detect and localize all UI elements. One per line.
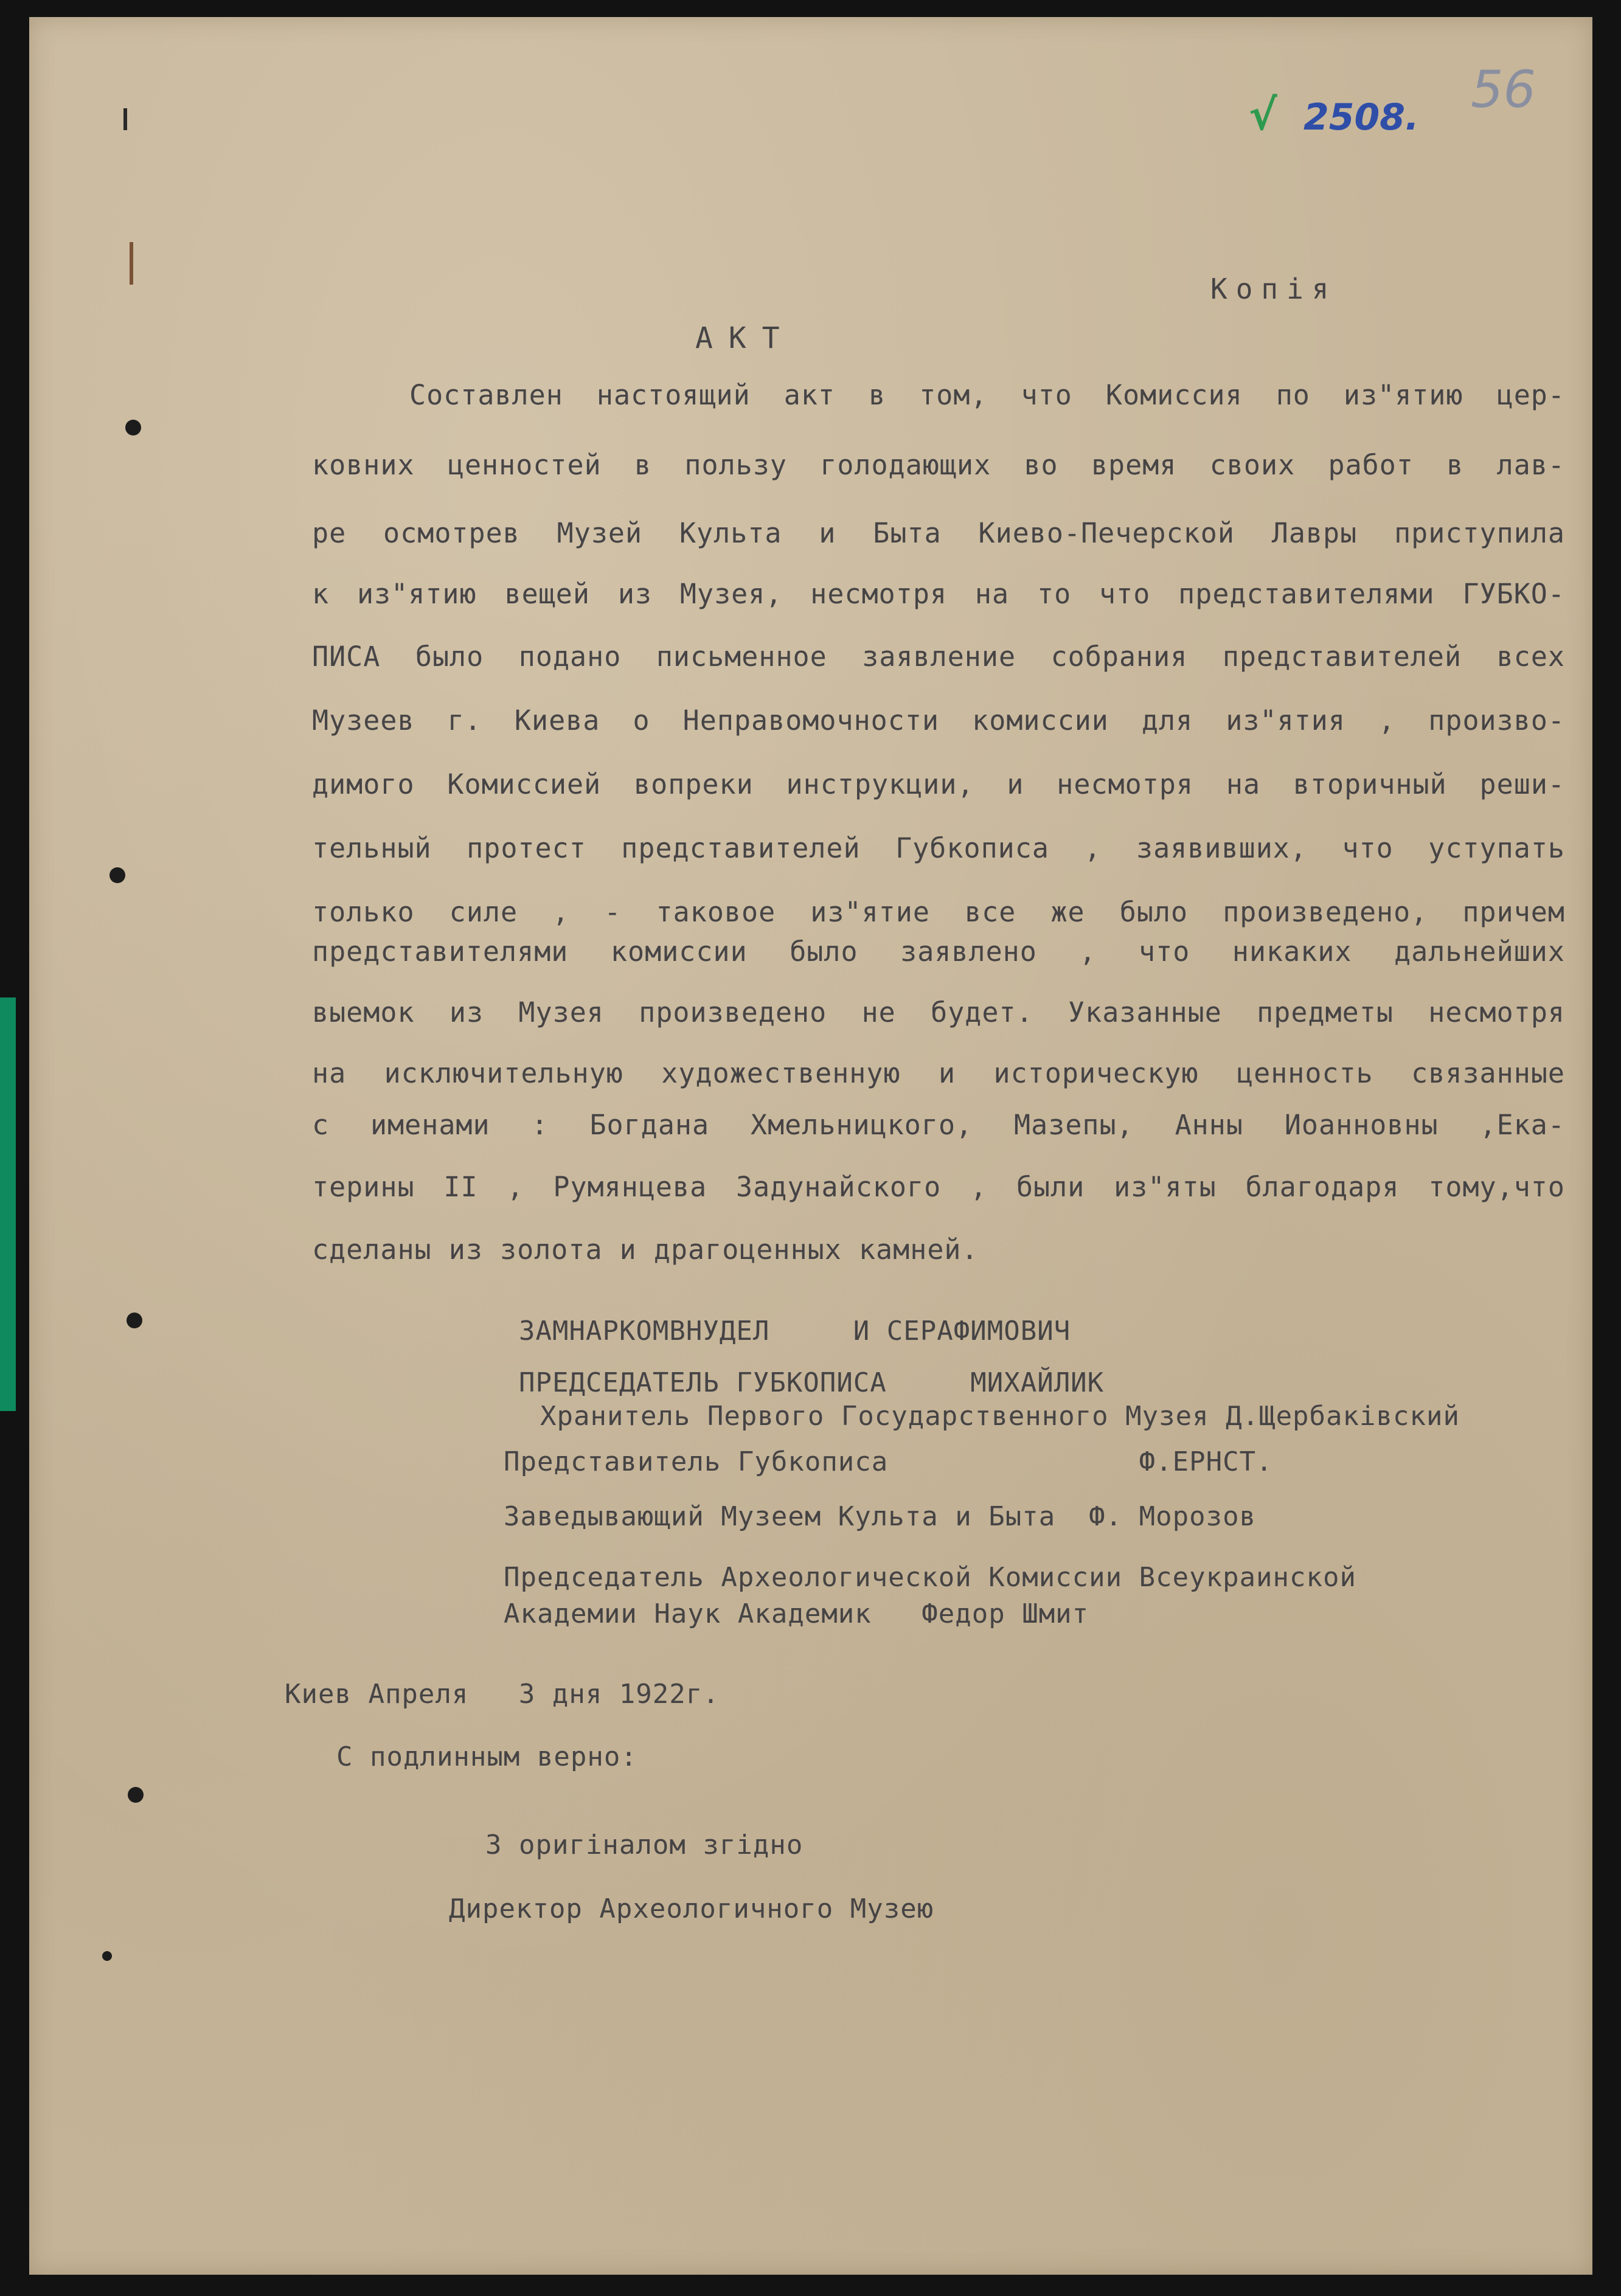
body-line: к из"ятию вещей из Музея, несмотря на то что представителями ГУБКО-: [312, 578, 1565, 610]
body-line: на исключительную художественную и историческую ценность связанные: [312, 1057, 1565, 1089]
document-title: АКТ: [695, 321, 796, 355]
body-line: терины II , Румянцева Задунайского , были из"яты благодаря тому,что: [312, 1171, 1565, 1203]
copy-label: Копія: [1210, 272, 1338, 305]
body-line: только силе , - таковое из"ятие все же было произведено, причем: [312, 896, 1565, 928]
body-line: Музеев г. Киева о Неправомочности комиссии для из"ятия , произво-: [312, 704, 1565, 737]
binding-hole: [127, 1313, 142, 1328]
green-folder-edge: [0, 997, 16, 1411]
inventory-number: 2508.: [1303, 96, 1419, 139]
paper-tear-mark: [123, 108, 127, 130]
folio-number: 56: [1471, 60, 1536, 119]
body-line: представителями комиссии было заявлено , что никаких дальнейших: [312, 935, 1565, 968]
binding-hole: [125, 420, 141, 435]
director-line: Директор Археологичного Музею: [449, 1893, 934, 1924]
body-line: Составлен настоящий акт в том, что Комиссия по из"ятию цер-: [409, 379, 1565, 411]
signatory-line: ЗАМНАРКОМВНУДЕЛ И СЕРАФИМОВИЧ: [519, 1316, 1071, 1347]
body-line: ковних ценностей в пользу голодающих во время своих работ в лав-: [312, 449, 1565, 481]
binding-hole: [109, 867, 125, 883]
place-and-date: Киев Апреля 3 дня 1922г.: [285, 1679, 720, 1710]
body-line: сделаны из золота и драгоценных камней.: [312, 1233, 979, 1266]
body-line: выемок из Музея произведено не будет. Указанные предметы несмотря: [312, 996, 1565, 1028]
binding-hole: [128, 1787, 144, 1803]
signatory-line: ПРЕДСЕДАТЕЛЬ ГУБКОПИСА МИХАЙЛИК: [519, 1367, 1105, 1398]
body-line: ПИСА было подано письменное заявление собрания представителей всех: [312, 640, 1565, 673]
body-line: ре осмотрев Музей Культа и Быта Киево-Печерской Лавры приступила: [312, 517, 1565, 549]
document-page: [29, 17, 1592, 2275]
original-conformity-note: З оригіналом згідно: [485, 1830, 804, 1861]
signatory-line: Заведывающий Музеем Культа и Быта Ф. Морозов: [504, 1501, 1257, 1532]
body-line: с именами : Богдана Хмельницкого, Мазепы, Анны Иоанновны ,Ека-: [312, 1109, 1565, 1141]
binding-hole: [102, 1951, 112, 1961]
certification-note: С подлинным верно:: [336, 1741, 637, 1772]
signatory-line: Председатель Археологической Комиссии Всеукраинской: [504, 1562, 1357, 1593]
check-mark: √: [1249, 90, 1277, 140]
signatory-line: Представитель Губкописа Ф.ЕРНСТ.: [504, 1446, 1273, 1477]
paper-tear-mark: [130, 242, 133, 285]
signatory-line: Хранитель Первого Государственного Музея Д.Щербаківский: [540, 1401, 1460, 1432]
body-line: тельный протест представителей Губкописа , заявивших, что уступать: [312, 832, 1565, 864]
signatory-line: Академии Наук Академик Федор Шмит: [504, 1598, 1089, 1629]
body-line: димого Комиссией вопреки инструкции, и несмотря на вторичный реши-: [312, 768, 1565, 800]
